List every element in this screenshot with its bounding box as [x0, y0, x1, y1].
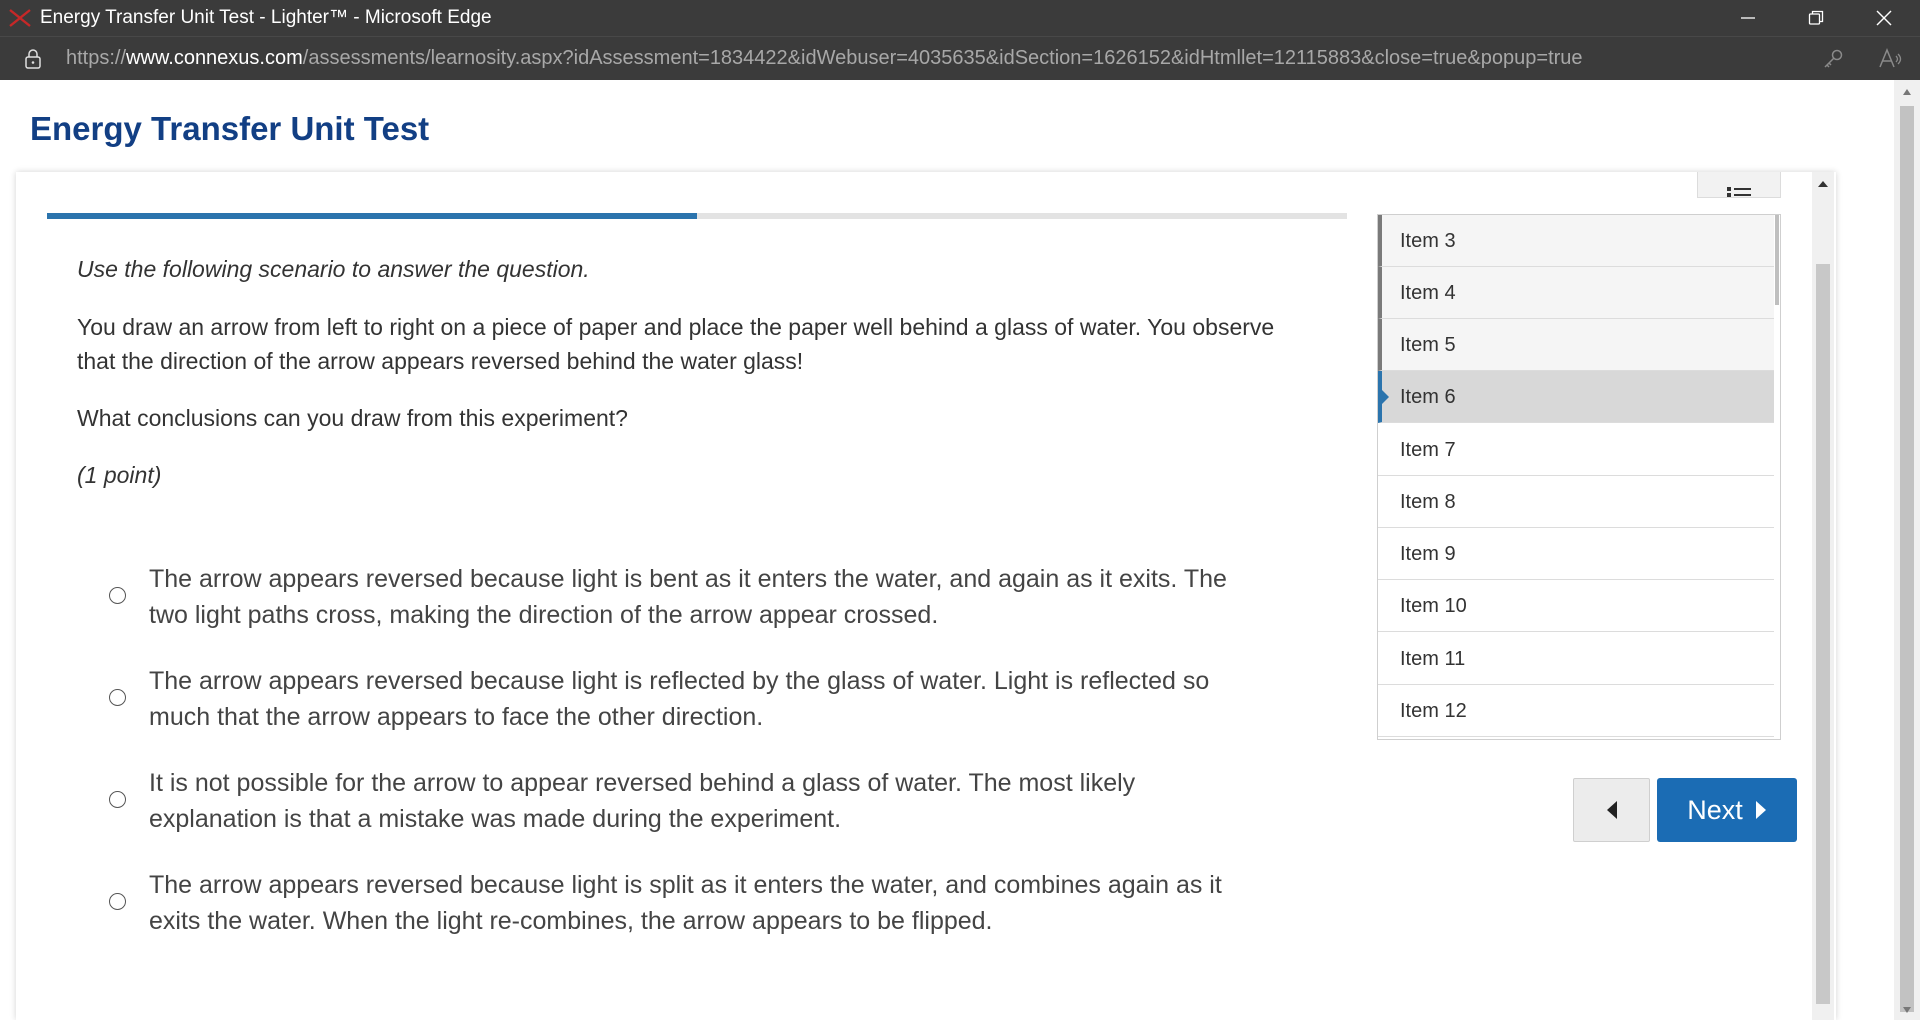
page-scrollbar[interactable]: [1894, 80, 1920, 1020]
scenario-text: You draw an arrow from left to right on a piece of paper and place the paper well behind a glass of water. You observe that the direction of the arrow appears reversed behind the water glass!: [77, 314, 1275, 374]
answer-text: It is not possible for the arrow to appear reversed behind a glass of water. The most likely explanation is that a mistake was made during the experiment.: [149, 769, 1136, 833]
lock-icon[interactable]: [22, 48, 44, 70]
url-path: /assessments/learnosity.aspx?idAssessment=1834422&idWebuser=4035635&idSection=1626152&idHtmllet=12115883&close=true&popup=true: [302, 47, 1583, 69]
read-aloud-icon[interactable]: [1878, 47, 1902, 71]
question-stem: [77, 252, 1277, 492]
restore-icon: [1808, 10, 1824, 26]
answer-option-c[interactable]: [108, 765, 1268, 867]
close-icon: [1875, 9, 1893, 27]
item-list: [1377, 214, 1781, 740]
item-list-entry[interactable]: Item 8: [1378, 476, 1774, 528]
item-list-entry[interactable]: Item 10: [1378, 580, 1774, 632]
scroll-up-arrow-icon[interactable]: [1817, 180, 1829, 188]
answer-option-b[interactable]: [108, 663, 1268, 765]
list-icon: [1725, 187, 1753, 197]
item-list-entry[interactable]: Item 9: [1378, 528, 1774, 580]
answer-text: The arrow appears reversed because light is reflected by the glass of water. Light is reflected so much that the arrow appears to face the other direction.: [149, 667, 1210, 731]
caret-left-icon: [1605, 800, 1619, 820]
minimize-icon: [1740, 10, 1756, 26]
url-prefix: https://: [66, 47, 127, 69]
address-bar: [0, 36, 1920, 80]
item-list-scroll-thumb[interactable]: [1775, 215, 1779, 305]
content-scroll-thumb[interactable]: [1816, 264, 1830, 1004]
item-list-entry[interactable]: Item 7: [1378, 424, 1774, 476]
previous-button[interactable]: [1573, 778, 1650, 842]
scenario-intro: Use the following scenario to answer the question.: [77, 256, 590, 282]
restore-button[interactable]: [1788, 0, 1844, 36]
answer-choices: [108, 561, 1268, 969]
item-list-scrollbar[interactable]: [1774, 215, 1780, 740]
answer-option-d[interactable]: [108, 867, 1268, 969]
item-list-entry[interactable]: Item 12: [1378, 685, 1774, 737]
radio-button[interactable]: [109, 893, 126, 910]
question-points: (1 point): [77, 462, 162, 488]
next-button-label: Next: [1687, 794, 1743, 825]
answer-text: The arrow appears reversed because light is split as it enters the water, and combines again as it exits the water. When the light re-combines, the arrow appears to be flipped.: [149, 871, 1222, 935]
connexus-logo-icon: [8, 8, 32, 28]
page-title: Energy Transfer Unit Test: [30, 110, 430, 147]
item-list-toggle-button[interactable]: [1697, 172, 1781, 198]
radio-button[interactable]: [109, 791, 126, 808]
page-scroll-thumb[interactable]: [1900, 106, 1914, 1012]
content-scrollbar[interactable]: [1812, 172, 1834, 1020]
item-list-entry[interactable]: Item 11: [1378, 633, 1774, 685]
close-window-button[interactable]: [1856, 0, 1912, 36]
url-field[interactable]: [66, 47, 1583, 70]
scroll-up-arrow-icon[interactable]: [1902, 88, 1912, 96]
radio-button[interactable]: [109, 587, 126, 604]
question-prompt: What conclusions can you draw from this experiment?: [77, 405, 628, 431]
item-list-entry[interactable]: Item 5: [1378, 319, 1774, 371]
item-list-entry-current[interactable]: Item 6: [1378, 371, 1774, 423]
radio-button[interactable]: [109, 689, 126, 706]
item-list-entry[interactable]: Item 3: [1378, 215, 1774, 267]
browser-titlebar: [0, 0, 1920, 36]
next-button[interactable]: [1657, 778, 1797, 842]
caret-right-icon: [1755, 800, 1767, 820]
scroll-down-arrow-icon[interactable]: [1902, 1006, 1912, 1014]
window-title: Energy Transfer Unit Test - Lighter™ - Microsoft Edge: [40, 7, 492, 28]
url-host: www.connexus.com: [126, 47, 303, 69]
answer-option-a[interactable]: [108, 561, 1268, 663]
item-list-entry[interactable]: Item 4: [1378, 267, 1774, 319]
progress-fill: [47, 213, 697, 219]
progress-bar: [47, 213, 1347, 219]
answer-text: The arrow appears reversed because light is bent as it enters the water, and again as it exits. The two light paths cross, making the direction of the arrow appear crossed.: [149, 565, 1227, 629]
minimize-button[interactable]: [1720, 0, 1776, 36]
key-icon[interactable]: [1822, 48, 1844, 70]
